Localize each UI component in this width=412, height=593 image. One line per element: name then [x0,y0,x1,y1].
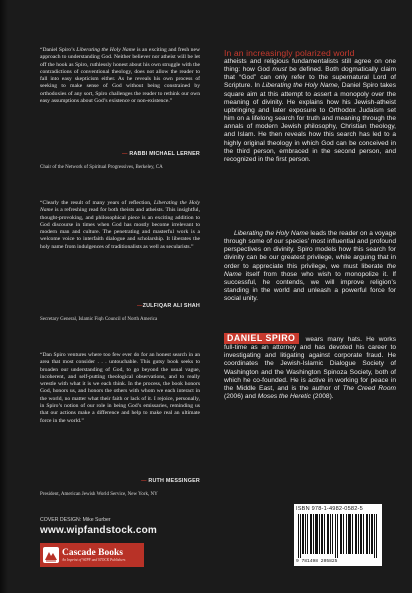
endorser-name-2: —ZULFIQAR ALI SHAH [137,303,200,309]
isbn-barcode [294,504,382,566]
quote-text: is an exciting and fresh new approach to understanding God. Neither believer nor atheist will be let off the hook as Spiro, ruthlessly honest about his own struggle with the contradictions of conventional theology, does not allow the reader to fall into easy skepticism either. As he reveals his own process of seeking to make sense of God without being constrained by orthodoxies of any sort, Spiro challenges the reader to rethink our own easy assumptions about God’s existence or non-existence.” [40,47,200,105]
endorser-name-3: — RUTH MESSINGER [141,478,200,484]
publisher-logo-block [40,543,144,567]
cover-design-credit: COVER DESIGN: Mike Surber [40,517,111,523]
book-title-italic: Liberating the Holy Name [40,200,201,214]
endorser-name-1: — RABBI MICHAEL LERNER [122,151,200,157]
description-headline: In an increasingly polarized world [224,48,355,58]
endorsement-quote-3: “Dan Spiro ventures where too few ever do for an honest search in an area that most consider . . . untouchable. This gutsy book seeks to broaden our understanding of God, to go beyond the usual vague, incoherent, and self-putting theological observations, and to really wrestle with what it is we each think. In the process, the book honors God, honors us, and honors the others with whom we each interact in the world, no matter what their faith or lack of it. I rejoice, personally, in Spiro’s notion of our role in being God’s emissaries, reminding us that our actions make a difference and help to make real an ultimate force in the world.” [40,352,200,424]
description-paragraph-2: Liberating the Holy Name leads the reader on a voyage through some of our species’ most influential and profound perspectives on divinity. Spiro models how this search for divinity can be our greatest privilege, while arguing that in order to appreciate this privilege, we must liberate the Name itself from those who wish to monopolize it. If successful, he contends, we will improve religion’s standing in the world and unleash a powerful force for social unity. [224,230,397,303]
publisher-website: www.wipfandstock.com [40,525,157,536]
endorsements-column [0,0,202,593]
quote-text: is a refreshing read for both theists and atheists. This insightful, thought-provoking, and philosophical piece is an exciting addition to God discourse in times when God has mostly become irrelevant to modern man and culture. The penetrating and masterful work is a welcome voice to interfaith dialogue and scholarship. It liberates the holy name from indulgences of traditionalists as well as secularists.” [40,207,200,250]
endorser-affiliation-3: President, American Jewish World Service, New York, NY [40,492,158,497]
cascade-logo-icon [43,547,59,563]
book-title-italic: Liberating the Holy Name [76,47,136,53]
endorsement-quote-2 [40,200,200,251]
author-bio: DANIEL SPIRO wears many hats. He works full-time as an attorney and has devoted his career to investigating and litigating against corporate fraud. He coordinates the Jewish-Islamic Dialogue Society of Washington and the Washington Spinoza Society, both of which he co-founded. He is active in working for peace in the Middle East, and is the author of The Creed Room (2006) and Moses the Heretic (2008). [224,333,396,401]
publisher-tagline: An Imprint of WIPF and STOCK Publishers [62,557,126,562]
endorser-affiliation-1: Chair of the Network of Spiritual Progressives, Berkeley, CA [40,165,163,170]
barcode-number: 9 781498 205825 [296,559,338,564]
publisher-name: Cascade Books [62,547,123,558]
barcode-bars [297,514,379,558]
endorsement-quote-1 [40,47,200,105]
quote-text: “Clearly the result of many years of reflection, [40,200,154,206]
isbn-label: ISBN 978-1-4982-0582-5 [296,506,363,512]
endorser-affiliation-2: Secretary General, Islamic Fiqh Council of North America [40,317,158,322]
description-paragraph-1: atheists and religious fundamentalists still agree on one thing: how God must be defined. Both dogmatically claim that “God” can only refer to the supernatural Lord of Scripture. In Liberating the Holy Name, Daniel Spiro takes square aim at this attempt to assert a monopoly over the meaning of divinity. He explains how his Jewish-atheist upbringing and later exposure to Orthodox Judaism set him on a lifelong search for truth and meaning through the annals of modern Jewish philosophy, Christian theology, and Islam. He then reveals how this search has led to a highly original theology in which God can be conceived in the third person, embraced in the second person, and recognized in the first person. [224,58,396,163]
author-name-badge: DANIEL SPIRO [224,333,299,344]
quote-text: “Daniel Spiro’s [40,47,77,53]
